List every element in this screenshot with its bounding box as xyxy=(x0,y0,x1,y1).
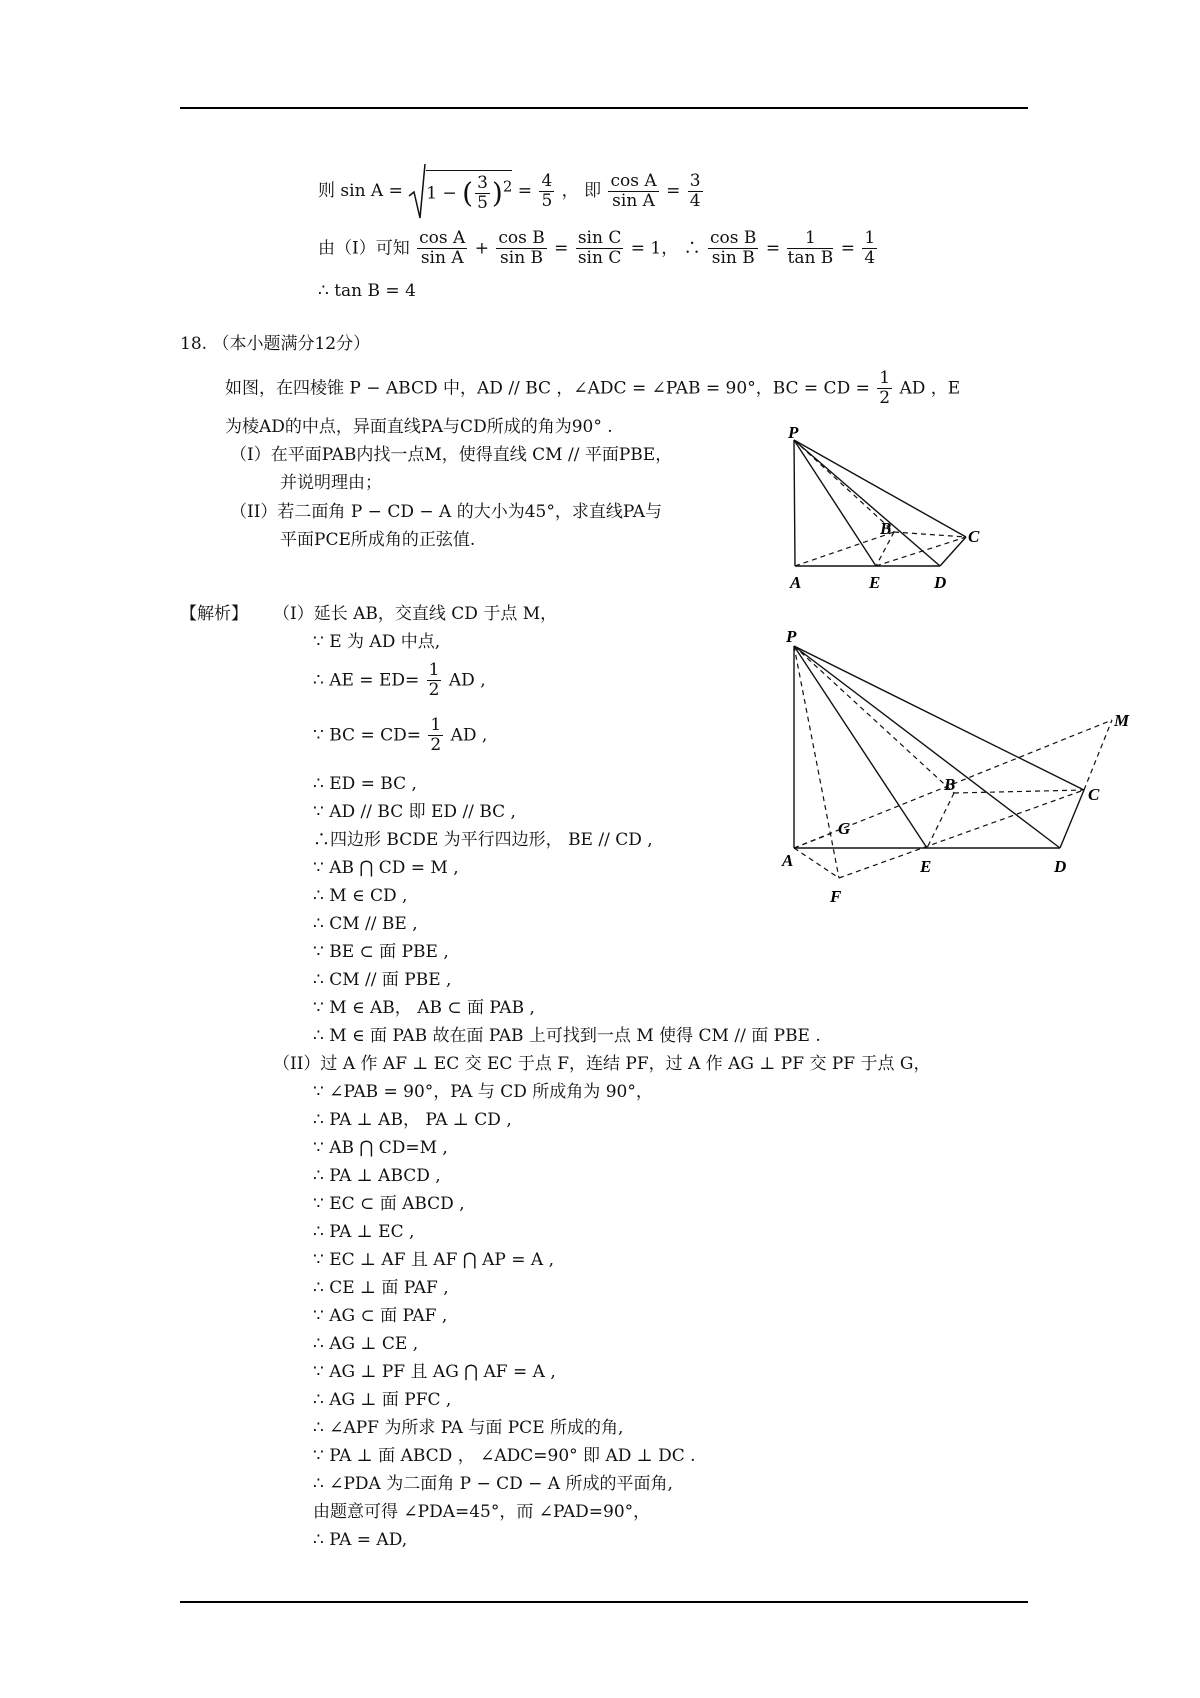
fig1-label-E: E xyxy=(869,573,881,592)
sol-line-8: ∴ M ∈ CD , xyxy=(313,886,408,906)
fig1-label-P: P xyxy=(788,423,799,442)
fig1-label-B: B xyxy=(880,519,892,538)
sol2-line-4: ∴ PA ⊥ ABCD , xyxy=(313,1166,441,1186)
edge-AG xyxy=(794,834,830,848)
edge-PD xyxy=(794,440,940,566)
edge-BE xyxy=(927,793,954,848)
fig2-label-B: B xyxy=(944,775,956,794)
fig2-label-P: P xyxy=(786,627,797,646)
problem-statement-1: 如图，在四棱锥 P − ABCD 中，AD // BC ，∠ADC = ∠PAB = 90°，BC = CD = $\frac{1}{2}$ AD ，E xyxy=(225,368,961,408)
sol-line-2: ∴ AE = ED= $\frac{1}{2}$ AD , xyxy=(313,660,486,700)
sol-line-10: ∵ BE ⊂ 面 PBE , xyxy=(313,942,449,962)
footer-rule xyxy=(180,1601,1028,1603)
sol2-line-12: ∴ AG ⊥ 面 PFC , xyxy=(313,1390,452,1410)
question-2b: 平面PCE所成角的正弦值. xyxy=(280,530,476,550)
fig2-label-A: A xyxy=(782,851,794,870)
edge-FC xyxy=(839,790,1084,878)
fig2-label-D: D xyxy=(1054,857,1067,876)
radicand: 1 − ( $\frac{3}{5}$ )$^2$ xyxy=(426,170,512,212)
frac-4-5: $\frac{4}{5}$ xyxy=(541,170,553,211)
sol2-line-16: 由题意可得 ∠PDA=45°，而 ∠PAD=90°， xyxy=(313,1502,651,1522)
sol-line-12: ∵ M ∈ AB， AB ⊂ 面 PAB , xyxy=(313,998,535,1018)
sol-line-9: ∴ CM // BE , xyxy=(313,914,418,934)
sol2-line-14: ∵ PA ⊥ 面 ABCD ， ∠ADC=90° 即 AD ⊥ DC . xyxy=(313,1446,696,1466)
question-2a: （II）若二面角 P − CD − A 的大小为45°，求直线PA与 xyxy=(230,502,662,522)
edge-CM xyxy=(1084,720,1112,790)
fig2-label-G: G xyxy=(838,819,851,838)
sol-line-3: ∵ BC = CD= $\frac{1}{2}$ AD , xyxy=(313,715,488,755)
sol2-line-9: ∵ AG ⊂ 面 PAF , xyxy=(313,1306,448,1326)
sol-line-13: ∴ M ∈ 面 PAB 故在面 PAB 上可找到一点 M 使得 CM // 面 PBE . xyxy=(313,1026,821,1046)
edge-BC xyxy=(954,790,1084,793)
fig2-label-C: C xyxy=(1088,785,1100,804)
fig1-label-C: C xyxy=(968,527,980,546)
edge-DC xyxy=(940,537,966,566)
from-part-one-line: 由（I）可知 $\frac{\text{cos A}}{\text{sin A}}$ + $\frac{\text{cos B}}{\text{sin B}}$ = $\frac{\text{sin C}}{\text{sin C}}$ = 1， ∴ $\frac{\text{cos B}}{\text{sin B}}$ = $\frac{1}{\text{tan B}}$ = $\frac{1}{4}$ xyxy=(318,228,876,268)
sol-line-11: ∴ CM // 面 PBE , xyxy=(313,970,452,990)
sin-a-line: 则 sin A = 1 − ( $\frac{3}{5}$ )$^2$ = $\frac{4}{5}$ ， 即 $\frac{\text{cos A}}{\text{sin A}}$ = $\frac{3}{4}$ xyxy=(318,162,705,222)
edge-PC xyxy=(794,646,1084,790)
sol2-line-13: ∴ ∠APF 为所求 PA 与面 PCE 所成的角, xyxy=(313,1418,624,1438)
fig2-label-M: M xyxy=(1114,711,1130,730)
sol-line-4: ∴ ED = BC , xyxy=(313,774,417,794)
radical-sign xyxy=(408,162,426,220)
edge-PA xyxy=(794,440,795,566)
solution-tag: 【解析】 xyxy=(180,604,248,624)
frac-cosA-sinA: $\frac{\text{cos A}}{\text{sin A}}$ xyxy=(610,170,657,211)
sol-line-7: ∵ AB ⋂ CD = M , xyxy=(313,858,459,878)
sol2-line-6: ∴ PA ⊥ EC , xyxy=(313,1222,415,1242)
sol2-line-8: ∴ CE ⊥ 面 PAF , xyxy=(313,1278,449,1298)
sol-line-6: ∴四边形 BCDE 为平行四边形， BE // CD , xyxy=(313,830,653,850)
solution-part2-intro: （II）过 A 作 AF ⊥ EC 交 EC 于点 F，连结 PF，过 A 作 AG ⊥ PF 交 PF 于点 G， xyxy=(273,1054,931,1074)
header-rule xyxy=(180,107,1028,109)
sol2-line-7: ∵ EC ⊥ AF 且 AF ⋂ AP = A , xyxy=(313,1250,554,1270)
edge-PE xyxy=(794,440,876,566)
pyramid-figure-2 xyxy=(770,620,1150,910)
fig2-label-E: E xyxy=(920,857,932,876)
edge-DC xyxy=(1060,790,1084,848)
sol2-line-1: ∵ ∠PAB = 90°，PA 与 CD 所成角为 90°， xyxy=(313,1082,653,1102)
question-1a: （I）在平面PAB内找一点M，使得直线 CM // 平面PBE， xyxy=(230,445,673,465)
sol-line-5: ∵ AD // BC 即 ED // BC , xyxy=(313,802,516,822)
edge-PD xyxy=(794,646,1060,848)
fig1-label-D: D xyxy=(934,573,947,592)
problem-heading: 18. （本小题满分12分） xyxy=(180,334,371,354)
sol2-line-2: ∴ PA ⊥ AB， PA ⊥ CD , xyxy=(313,1110,512,1130)
edge-AF xyxy=(794,848,839,878)
sol2-line-10: ∴ AG ⊥ CE , xyxy=(313,1334,419,1354)
frac-3-4: $\frac{3}{4}$ xyxy=(689,170,701,211)
sol2-line-15: ∴ ∠PDA 为二面角 P − CD − A 所成的平面角, xyxy=(313,1474,673,1494)
sol2-line-17: ∴ PA = AD, xyxy=(313,1530,408,1550)
problem-statement-2: 为棱AD的中点，异面直线PA与CD所成的角为90° . xyxy=(225,417,613,437)
pyramid-figure-1 xyxy=(780,420,1000,595)
sol2-line-3: ∵ AB ⋂ CD=M , xyxy=(313,1138,448,1158)
sol-line-1: ∵ E 为 AD 中点, xyxy=(313,632,441,652)
sol2-line-11: ∵ AG ⊥ PF 且 AG ⋂ AF = A , xyxy=(313,1362,556,1382)
solution-part1-intro: （I）延长 AB，交直线 CD 于点 M， xyxy=(273,604,558,624)
frac-3-5: $\frac{3}{5}$ xyxy=(477,173,488,213)
sol2-line-5: ∵ EC ⊂ 面 ABCD , xyxy=(313,1194,465,1214)
question-1b: 并说明理由； xyxy=(280,473,382,493)
tan-b-line: ∴ tan B = 4 xyxy=(318,281,416,301)
fig2-label-F: F xyxy=(830,887,842,906)
edge-PB xyxy=(794,440,894,532)
frac-one-half: $\frac{1}{2}$ xyxy=(879,368,891,408)
fig1-label-A: A xyxy=(790,573,802,592)
